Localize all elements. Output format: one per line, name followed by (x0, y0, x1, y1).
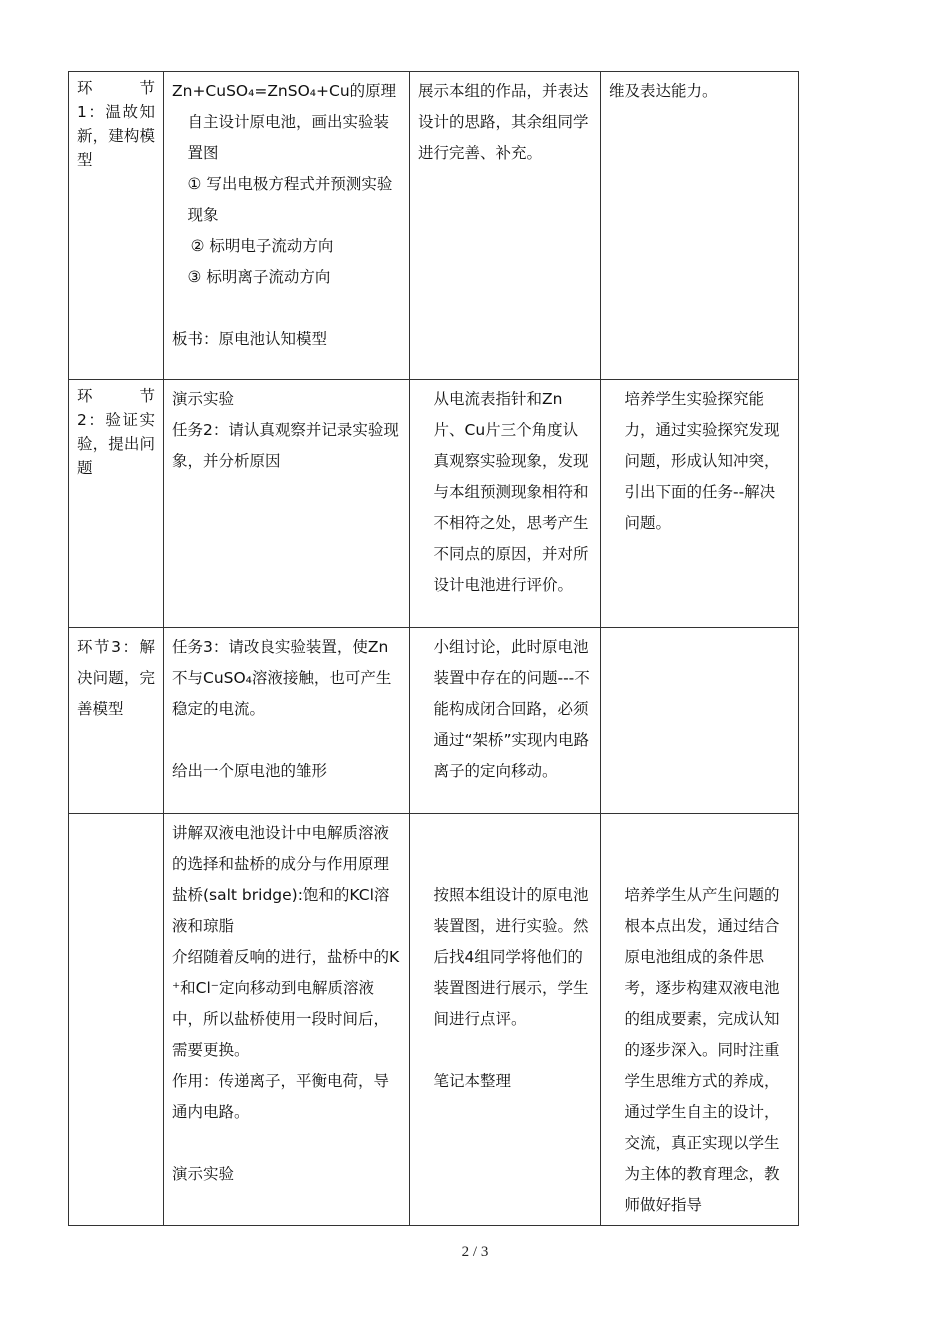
design-intent-cell (601, 628, 799, 814)
teacher-line: 演示实验 (172, 1165, 235, 1183)
teacher-line (172, 1128, 401, 1159)
teacher-line: 介绍随着反响的进行，盐桥中的K⁺和Cl⁻定向移动到电解质溶液中，所以盐桥使用一段时间后，需要更换。 (172, 948, 400, 1059)
teacher-activity-cell (164, 72, 410, 380)
student-line: 按照本组设计的原电池装置图，进行实验。然后找4组同学将他们的装置图进行展示，学生间进行点评。 (433, 886, 589, 1028)
teacher-line: Zn+CuSO₄=ZnSO₄+Cu的原理 (172, 82, 397, 100)
teacher-line: 板书：原电池认知模型 (172, 330, 328, 348)
teacher-line: 任务2：请认真观察并记录实验现象，并分析原因 (172, 421, 399, 470)
student-activity-cell (410, 814, 601, 1226)
student-activity-cell (410, 380, 601, 628)
stage-cell (69, 72, 164, 380)
teacher-line: ① 写出电极方程式并预测实验现象 (187, 175, 393, 224)
design-intent-cell (601, 72, 799, 380)
teacher-line: ② 标明电子流动方向 (190, 237, 334, 255)
student-line (418, 849, 592, 880)
student-line: 从电流表指针和Zn片、Cu片三个角度认真观察实验现象，发现与本组预测现象相符和不相符之处，思考产生不同点的原因，并对所设计电池进行评价。 (433, 390, 589, 594)
stage-label: 环节3：解决问题，完善模型 (77, 638, 155, 718)
stage-label: 环 节2：验证实验，提出问题 (77, 387, 155, 477)
teacher-line: 盐桥(salt bridge):饱和的KCl溶液和琼脂 (172, 886, 390, 935)
student-line (418, 818, 592, 849)
teacher-activity-cell (164, 628, 410, 814)
intent-line: 维及表达能力。 (609, 82, 718, 100)
stage-label: 环 节1：温故知新，建构模型 (77, 79, 155, 169)
page-number: 2 / 3 (461, 1244, 489, 1260)
stage-cell (69, 380, 164, 628)
design-intent-cell (601, 814, 799, 1226)
student-activity-cell (410, 72, 601, 380)
teacher-line: ③ 标明离子流动方向 (187, 268, 331, 286)
student-activity-cell (410, 628, 601, 814)
teacher-line (172, 725, 401, 756)
teacher-activity-cell (164, 814, 410, 1226)
teacher-line: 演示实验 (172, 390, 235, 408)
table-row (69, 628, 799, 814)
intent-line: 培养学生实验探究能力，通过实验探究发现问题，形成认知冲突，引出下面的任务--解决问题。 (624, 390, 780, 532)
teacher-line: 给出一个原电池的雏形 (172, 762, 328, 780)
lesson-plan-table (68, 71, 799, 1226)
table-row (69, 814, 799, 1226)
teacher-activity-cell (164, 380, 410, 628)
intent-line (609, 849, 790, 880)
student-line: 小组讨论，此时原电池装置中存在的问题---不能构成闭合回路，必须通过“架桥”实现内电路离子的定向移动。 (433, 638, 590, 780)
teacher-line (172, 293, 401, 324)
intent-line (609, 818, 790, 849)
student-line (418, 1035, 592, 1066)
teacher-line: 任务3：请改良实验装置，使Zn不与CuSO₄溶液接触，也可产生稳定的电流。 (172, 638, 392, 718)
teacher-line: 自主设计原电池，画出实验装置图 (187, 113, 390, 162)
table-row (69, 380, 799, 628)
student-line: 展示本组的作品，并表达设计的思路，其余组同学进行完善、补充。 (418, 82, 589, 162)
teacher-line: 讲解双液电池设计中电解质溶液的选择和盐桥的成分与作用原理 (172, 824, 390, 873)
stage-cell (69, 814, 164, 1226)
teacher-line: 作用：传递离子，平衡电荷，导通内电路。 (172, 1072, 390, 1121)
stage-cell (69, 628, 164, 814)
intent-line: 培养学生从产生问题的根本点出发，通过结合原电池组成的条件思考，逐步构建双液电池的组成要素，完成认知的逐步深入。同时注重学生思维方式的养成，通过学生自主的设计，交流，真正实现以学生为主体的教育理念，教师做好指导 (624, 886, 780, 1214)
table-row (69, 72, 799, 380)
student-line: 笔记本整理 (433, 1072, 512, 1090)
design-intent-cell (601, 380, 799, 628)
